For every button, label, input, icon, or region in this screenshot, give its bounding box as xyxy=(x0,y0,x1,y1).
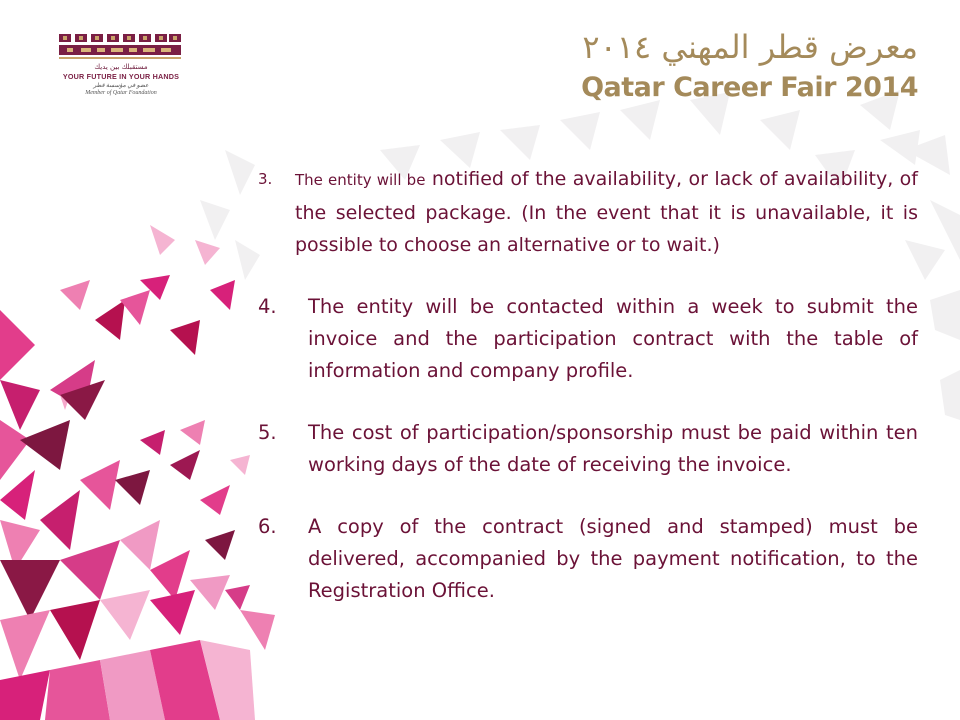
list-item xyxy=(258,417,918,481)
logo-member-text xyxy=(52,83,190,97)
list-item-text: The cost of participation/sponsorship must be paid within ten working days of the date of receiving the invoice. xyxy=(308,420,918,476)
list-item-body: notified of the availability, or lack of availability, of the selected package. (In the event that it is unavailable, it is possible to choose an alternative or to wait.) xyxy=(295,168,918,256)
logo-tagline-arabic: مستقبلك بين يديك xyxy=(94,63,148,71)
list-item xyxy=(258,291,918,387)
list-item-text xyxy=(295,163,918,262)
list-item-number: 4. xyxy=(258,294,277,318)
logo-tagline: YOUR FUTURE IN YOUR HANDS xyxy=(62,72,180,81)
list-item-number: 5. xyxy=(258,420,277,444)
numbered-list xyxy=(258,163,918,607)
logo-emblem-icon xyxy=(57,32,183,62)
qatar-career-fair-logo xyxy=(52,30,190,102)
list-item-text: The entity will be contacted within a week to submit the invoice and the participation contract with the table of information and company profile. xyxy=(308,294,918,382)
list-item-number: 3. xyxy=(258,170,273,188)
logo-member-english: Member of Qatar Foundation xyxy=(85,90,157,96)
logo-member-arabic: عضو في مؤسسة قطر xyxy=(93,83,149,89)
list-item-lead: The entity will be xyxy=(295,171,426,189)
page-title: Qatar Career Fair 2014 xyxy=(581,72,918,103)
list-item xyxy=(258,511,918,607)
list-item-number: 6. xyxy=(258,514,277,538)
list-item-text: A copy of the contract (signed and stamped) must be delivered, accompanied by the payment notification, to the Registration Office. xyxy=(308,514,918,602)
list-item xyxy=(258,163,918,262)
page-title-arabic: معرض قطر المهني ٢٠١٤ xyxy=(582,28,918,66)
